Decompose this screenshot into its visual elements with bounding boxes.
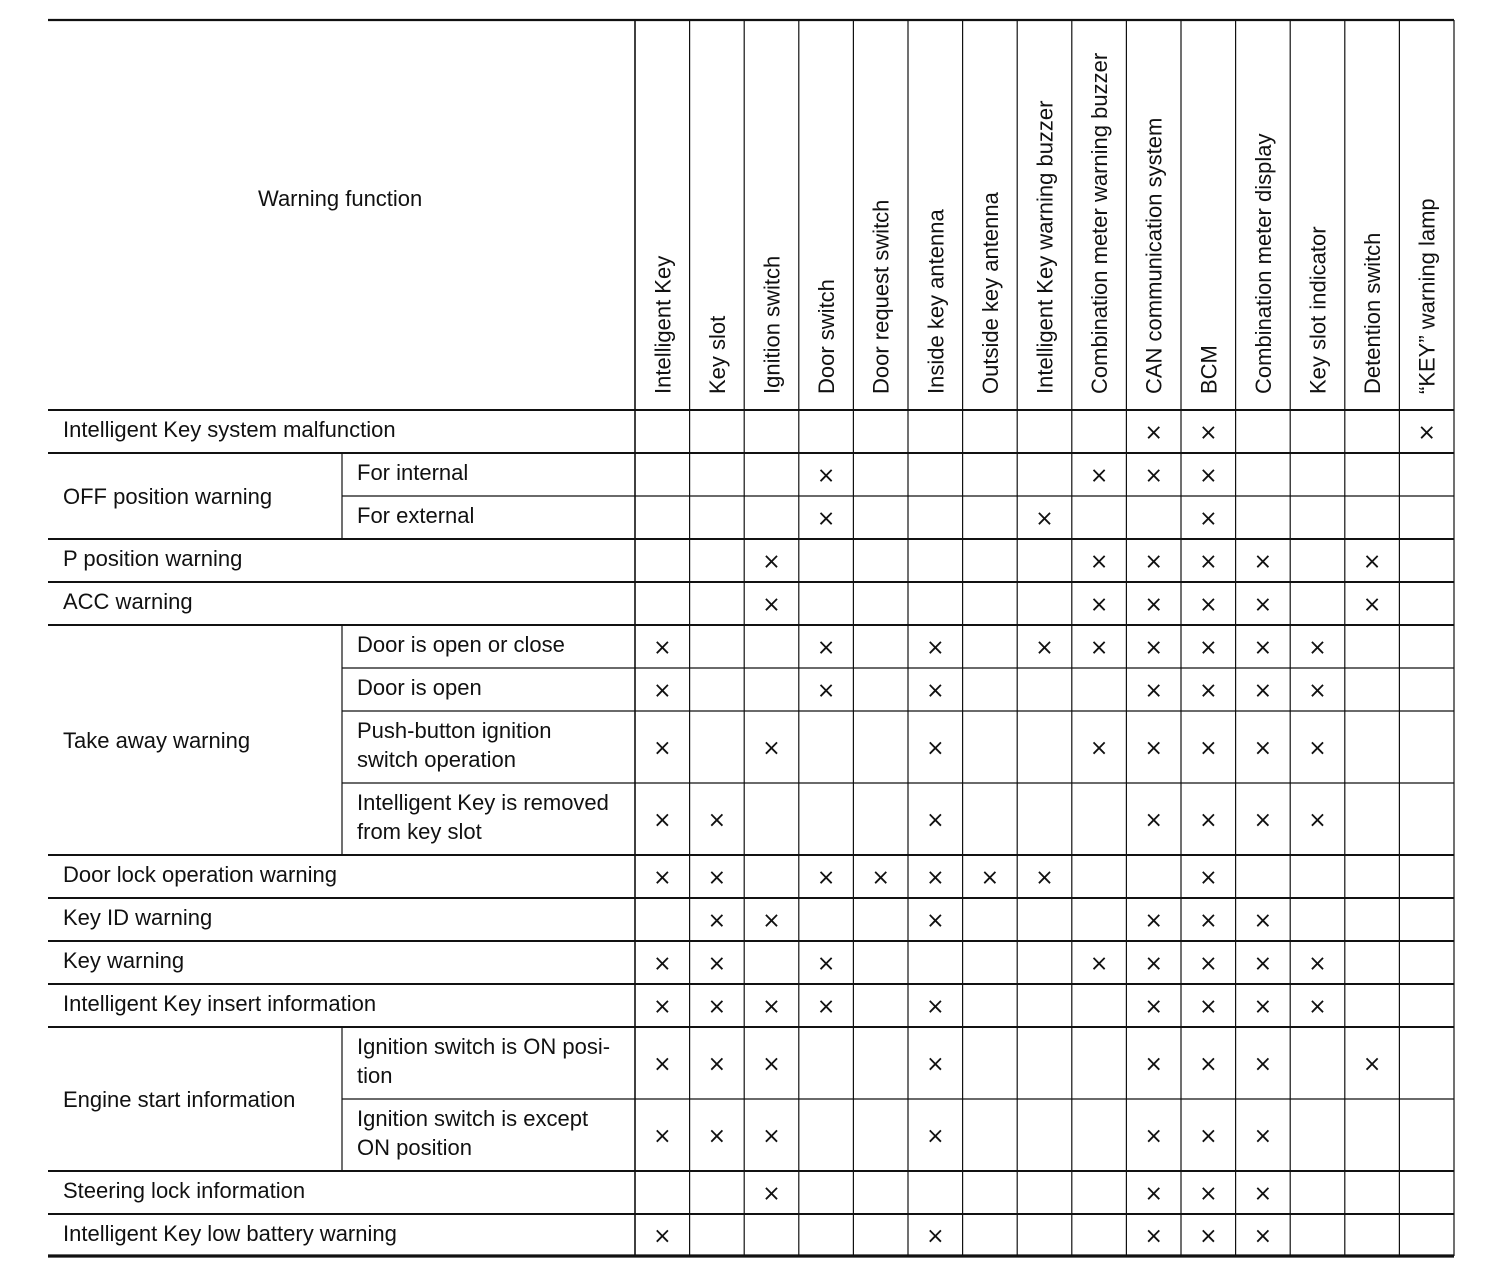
check-mark: × <box>1144 808 1163 833</box>
check-mark: × <box>816 865 836 891</box>
column-header-10: CAN communication system <box>1141 117 1167 394</box>
check-mark: × <box>1144 994 1163 1020</box>
row-label: Intelligent Key system malfunction <box>63 417 396 442</box>
check-mark: × <box>1144 908 1163 934</box>
row-label: Steering lock information <box>63 1178 306 1203</box>
check-mark: × <box>1253 951 1273 977</box>
row-label: P position warning <box>63 546 243 571</box>
check-mark: × <box>1253 908 1273 934</box>
check-mark: × <box>1144 463 1163 489</box>
check-mark: × <box>980 865 1000 891</box>
check-mark: × <box>1253 808 1273 833</box>
check-mark: × <box>926 1224 945 1249</box>
sub-row-label: ON position <box>357 1135 472 1160</box>
check-mark: × <box>653 808 672 833</box>
check-mark: × <box>816 994 836 1020</box>
check-mark: × <box>762 994 781 1020</box>
check-mark: × <box>1308 635 1327 661</box>
check-mark: × <box>1253 1181 1273 1207</box>
check-mark: × <box>816 463 836 489</box>
header-warning-function: Warning function <box>258 186 423 211</box>
check-mark: × <box>1199 808 1218 833</box>
check-mark: × <box>653 865 672 891</box>
check-mark: × <box>762 1181 781 1207</box>
check-mark: × <box>653 951 672 977</box>
sub-row-label: from key slot <box>357 819 482 844</box>
check-mark: × <box>1199 463 1218 489</box>
check-mark: × <box>816 635 836 661</box>
check-mark: × <box>1199 994 1218 1020</box>
check-mark: × <box>1253 994 1273 1020</box>
check-mark: × <box>1308 808 1327 833</box>
sub-row-label: Ignition switch is except <box>357 1106 589 1131</box>
row-label: Key ID warning <box>63 905 213 930</box>
check-mark: × <box>1362 1052 1382 1077</box>
row-label: Intelligent Key insert information <box>63 991 377 1016</box>
check-mark: × <box>1035 635 1054 661</box>
check-mark: × <box>926 994 945 1020</box>
sub-row-label: switch operation <box>357 747 516 772</box>
check-mark: × <box>1089 592 1109 618</box>
check-mark: × <box>871 865 890 891</box>
check-mark: × <box>926 1124 945 1149</box>
check-mark: × <box>1089 549 1109 575</box>
check-mark: × <box>1199 736 1218 761</box>
row-label: OFF position warning <box>63 484 273 509</box>
column-header-12: Combination meter display <box>1250 133 1276 394</box>
row-label: ACC warning <box>63 589 193 614</box>
column-header-8: Intelligent Key warning buzzer <box>1032 100 1058 394</box>
check-mark: × <box>926 865 945 891</box>
check-mark: × <box>1417 420 1436 446</box>
check-mark: × <box>1253 1052 1273 1077</box>
sub-row-label: Push-button ignition <box>357 718 552 743</box>
check-mark: × <box>1035 506 1054 532</box>
check-mark: × <box>762 592 781 618</box>
check-mark: × <box>707 994 727 1020</box>
check-mark: × <box>1089 736 1109 761</box>
check-mark: × <box>926 678 945 704</box>
check-mark: × <box>653 1052 672 1077</box>
check-mark: × <box>1144 549 1163 575</box>
check-mark: × <box>1144 678 1163 704</box>
check-mark: × <box>1308 678 1327 704</box>
sub-row-label: tion <box>357 1063 393 1088</box>
check-mark: × <box>1253 1124 1273 1149</box>
check-mark: × <box>1253 678 1273 704</box>
check-mark: × <box>1362 592 1382 618</box>
check-mark: × <box>707 908 727 934</box>
check-mark: × <box>1253 549 1273 575</box>
sub-row-label: For external <box>357 503 475 528</box>
check-mark: × <box>1253 592 1273 618</box>
check-mark: × <box>926 736 945 761</box>
column-header-6: Inside key antenna <box>923 209 949 394</box>
sub-row-label: Intelligent Key is removed <box>357 790 609 815</box>
column-header-15: “KEY” warning lamp <box>1414 198 1440 394</box>
row-label: Take away warning <box>63 728 251 753</box>
check-mark: × <box>1089 463 1109 489</box>
check-mark: × <box>762 1052 781 1077</box>
check-mark: × <box>1144 1124 1163 1149</box>
check-mark: × <box>816 951 836 977</box>
check-mark: × <box>1144 951 1163 977</box>
check-mark: × <box>1253 736 1273 761</box>
check-mark: × <box>926 808 945 833</box>
check-mark: × <box>1199 951 1218 977</box>
check-mark: × <box>653 994 672 1020</box>
column-header-3: Ignition switch <box>759 255 785 394</box>
check-mark: × <box>762 736 781 761</box>
check-mark: × <box>1199 506 1218 532</box>
check-mark: × <box>1144 1181 1163 1207</box>
check-mark: × <box>1144 635 1163 661</box>
check-mark: × <box>926 908 945 934</box>
check-mark: × <box>1144 1224 1163 1249</box>
check-mark: × <box>1199 549 1218 575</box>
row-label: Key warning <box>63 948 185 973</box>
check-mark: × <box>1199 1181 1218 1207</box>
check-mark: × <box>1199 420 1218 446</box>
check-mark: × <box>1253 1224 1273 1249</box>
check-mark: × <box>707 951 727 977</box>
check-mark: × <box>762 908 781 934</box>
check-mark: × <box>1199 908 1218 934</box>
check-mark: × <box>1199 635 1218 661</box>
check-mark: × <box>926 635 945 661</box>
column-header-14: Detention switch <box>1360 232 1386 394</box>
check-mark: × <box>1253 635 1273 661</box>
sub-row-label: Door is open <box>357 675 482 700</box>
check-mark: × <box>816 506 836 532</box>
check-mark: × <box>653 736 672 761</box>
check-mark: × <box>1199 865 1218 891</box>
column-header-11: BCM <box>1196 345 1222 394</box>
check-mark: × <box>1144 736 1163 761</box>
check-mark: × <box>653 635 672 661</box>
check-mark: × <box>653 1124 672 1149</box>
check-mark: × <box>1362 549 1382 575</box>
sub-row-label: Ignition switch is ON posi- <box>357 1034 611 1059</box>
column-header-7: Outside key antenna <box>977 192 1003 394</box>
check-mark: × <box>1199 1224 1218 1249</box>
check-mark: × <box>1144 592 1163 618</box>
check-mark: × <box>1199 1052 1218 1077</box>
check-mark: × <box>707 1052 727 1077</box>
check-mark: × <box>1144 1052 1163 1077</box>
check-mark: × <box>1199 1124 1218 1149</box>
check-mark: × <box>762 1124 781 1149</box>
row-label: Engine start information <box>63 1087 296 1112</box>
check-mark: × <box>1144 420 1163 446</box>
row-label: Intelligent Key low battery warning <box>63 1221 397 1246</box>
sub-row-label: Door is open or close <box>357 632 565 657</box>
sub-row-label: For internal <box>357 460 469 485</box>
check-mark: × <box>926 1052 945 1077</box>
column-header-5: Door request switch <box>868 199 894 394</box>
check-mark: × <box>1308 951 1327 977</box>
check-mark: × <box>1199 592 1218 618</box>
check-mark: × <box>762 549 781 575</box>
check-mark: × <box>1089 951 1109 977</box>
check-mark: × <box>707 1124 727 1149</box>
check-mark: × <box>1308 994 1327 1020</box>
check-mark: × <box>1089 635 1109 661</box>
check-mark: × <box>653 1224 672 1249</box>
column-header-9: Combination meter warning buzzer <box>1087 52 1113 394</box>
column-header-4: Door switch <box>814 279 840 394</box>
check-mark: × <box>1199 678 1218 704</box>
check-mark: × <box>1308 736 1327 761</box>
row-label: Door lock operation warning <box>63 862 337 887</box>
column-header-13: Key slot indicator <box>1305 226 1331 394</box>
column-header-2: Key slot <box>704 315 730 394</box>
check-mark: × <box>653 678 672 704</box>
column-header-1: Intelligent Key <box>650 255 676 394</box>
check-mark: × <box>707 808 727 833</box>
check-mark: × <box>1035 865 1054 891</box>
check-mark: × <box>707 865 727 891</box>
check-mark: × <box>816 678 836 704</box>
